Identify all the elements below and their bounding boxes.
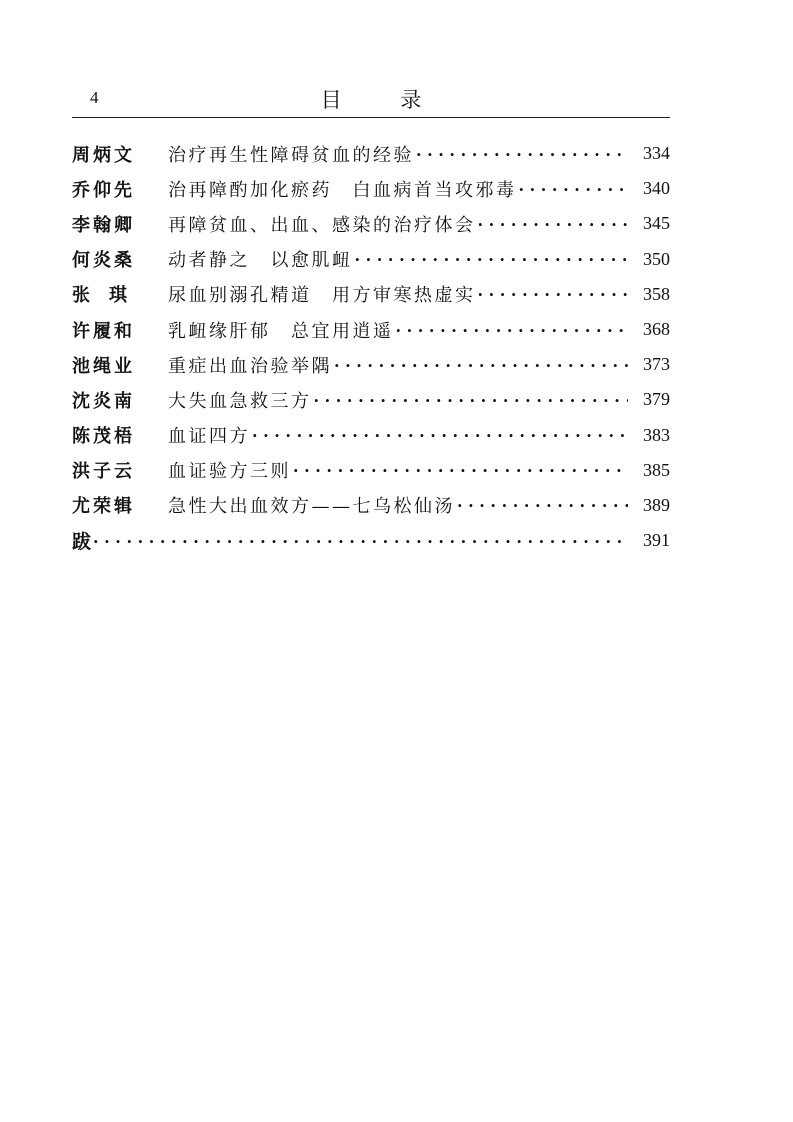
header-rule <box>72 117 670 118</box>
toc-title: 再障贫血、出血、感染的治疗体会 <box>168 214 476 236</box>
toc-page-number: 383 <box>643 424 670 445</box>
toc-author: 沈炎南 <box>72 390 135 412</box>
toc-entry[interactable] <box>72 453 670 488</box>
section-title: 目 录 <box>320 88 448 112</box>
toc-entry[interactable] <box>72 488 670 523</box>
toc-entry[interactable] <box>72 382 670 417</box>
toc-page-number: 391 <box>643 530 670 551</box>
dot-leader <box>519 181 629 199</box>
page-number: 4 <box>90 88 99 107</box>
toc-entry[interactable] <box>72 206 670 241</box>
toc-entry-colophon[interactable] <box>72 523 670 558</box>
toc-author: 张琪 <box>72 285 146 307</box>
colophon-label: 跋 <box>72 531 92 554</box>
dot-leader <box>396 322 629 340</box>
dot-leader <box>457 497 628 515</box>
toc-title: 急性大出血效方——七乌松仙汤 <box>168 496 455 518</box>
toc-entry[interactable] <box>72 312 670 347</box>
toc-page-number: 350 <box>643 248 670 269</box>
toc-title: 大失血急救三方 <box>168 390 312 412</box>
dot-leader <box>355 251 629 269</box>
toc-entry[interactable] <box>72 136 670 171</box>
toc-author: 李翰卿 <box>72 214 135 236</box>
toc-author: 池绳业 <box>72 355 135 377</box>
toc-page-number: 340 <box>643 178 670 199</box>
page-header <box>72 86 670 114</box>
dot-leader <box>334 357 628 375</box>
toc-page-number: 379 <box>643 389 670 410</box>
toc-entry[interactable] <box>72 242 670 277</box>
toc-title: 血证验方三则 <box>168 461 291 483</box>
toc-title: 治再障酌加化瘀药 白血病首当攻邪毒 <box>168 179 517 201</box>
toc-title: 重症出血治验举隅 <box>168 355 332 377</box>
toc-author: 洪子云 <box>72 461 135 483</box>
toc-author: 何炎桑 <box>72 250 135 272</box>
toc-page-number: 389 <box>643 494 670 515</box>
toc-entry[interactable] <box>72 171 670 206</box>
dot-leader <box>293 462 628 480</box>
toc-author: 尤荣辑 <box>72 496 135 518</box>
toc-page-number: 368 <box>643 319 670 340</box>
toc-author: 许履和 <box>72 320 135 342</box>
dot-leader <box>478 286 629 304</box>
toc-author: 乔仰先 <box>72 179 135 201</box>
toc-title: 治疗再生性障碍贫血的经验 <box>168 144 414 166</box>
toc-author: 陈茂梧 <box>72 426 135 448</box>
dot-leader <box>252 427 628 445</box>
toc-title: 尿血别溺孔精道 用方审寒热虚实 <box>168 285 476 307</box>
toc-entry[interactable] <box>72 347 670 382</box>
toc-page-number: 385 <box>643 459 670 480</box>
toc-entry[interactable] <box>72 277 670 312</box>
toc-page-number: 345 <box>643 213 670 234</box>
dot-leader <box>478 216 629 234</box>
toc-title: 血证四方 <box>168 426 250 448</box>
table-of-contents <box>72 136 670 558</box>
toc-author: 周炳文 <box>72 144 135 166</box>
dot-leader <box>416 146 628 164</box>
toc-page-number: 358 <box>643 283 670 304</box>
toc-page-number: 373 <box>643 354 670 375</box>
dot-leader <box>314 392 629 410</box>
toc-title: 乳衄缘肝郁 总宜用逍遥 <box>168 320 394 342</box>
dot-leader <box>93 533 628 551</box>
toc-entry[interactable] <box>72 418 670 453</box>
toc-page-number: 334 <box>643 143 670 164</box>
toc-title: 动者静之 以愈肌衄 <box>168 250 353 272</box>
